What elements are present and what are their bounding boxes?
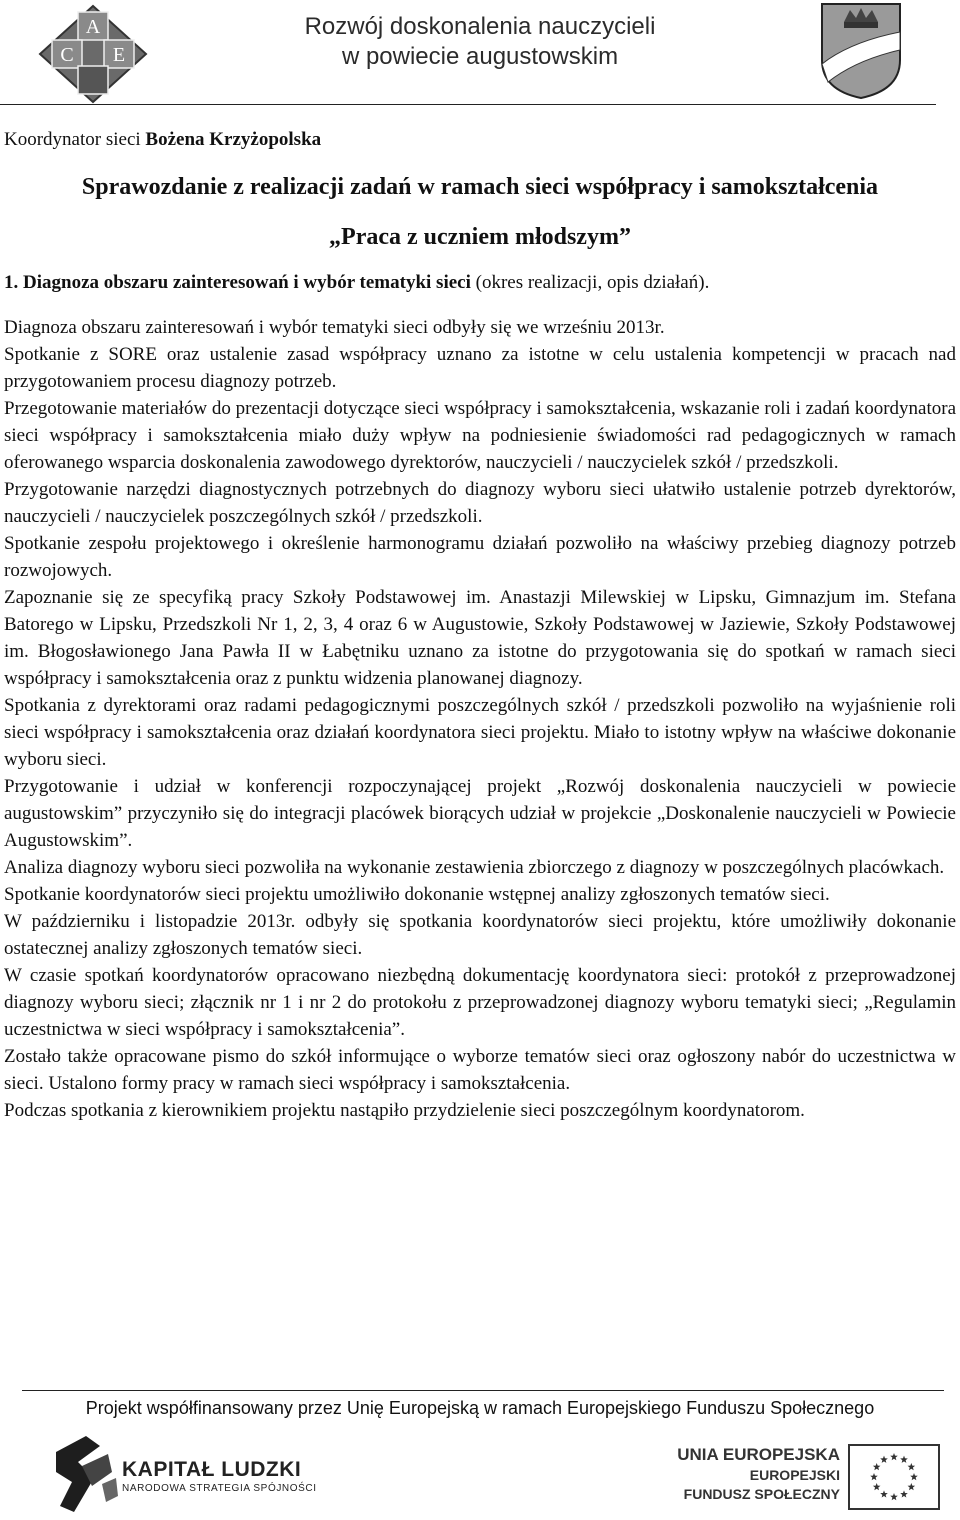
paragraph: Zostało także opracowane pismo do szkół informujące o wyborze tematów sieci oraz ogłoszony nabór do uczestnictwa w sieci. Ustalono formy pracy w ramach sieci współpracy i samokształcenia.: [4, 1046, 956, 1094]
project-title: [240, 12, 720, 72]
project-title-line1: Rozwój doskonalenia nauczycieli: [304, 13, 656, 40]
logo-letter-a: A: [85, 16, 101, 38]
paragraph: Przygotowanie i udział w konferencji rozpoczynającej projekt „Rozwój doskonalenia nauczycieli w powiecie augustowskim” przyczyniło się do integracji placówek biorących udział w projekcie „Doskonalenie nauczycieli w Powiecie Augustowskim”.: [4, 776, 956, 851]
paragraph: Diagnoza obszaru zainteresowań i wybór tematyki sieci odbyły się we wrześniu 2013r.: [4, 317, 665, 338]
cae-logo-icon: [38, 4, 148, 104]
coat-of-arms-icon: [820, 2, 902, 100]
eu-line3: FUNDUSZ SPOŁECZNY: [683, 1486, 840, 1502]
section-heading-note: (okres realizacji, opis działań).: [470, 272, 710, 293]
kapital-ludzki-title: KAPITAŁ LUDZKI: [122, 1458, 302, 1481]
report-paragraphs: [4, 314, 956, 1124]
kapital-ludzki-text: [122, 1458, 317, 1496]
paragraph: Spotkania z dyrektorami oraz radami pedagogicznymi poszczególnych szkół / przedszkoli pozwoliło na wyjaśnienie roli sieci współpracy i samokształcenia oraz działań koordynatora sieci projektu. Miało to istotny wpływ na właściwe dokonanie wyboru sieci.: [4, 695, 956, 770]
report-subtitle: „Praca z uczniem młodszym”: [329, 224, 631, 250]
eu-flag-icon: [848, 1444, 940, 1510]
eu-line1: UNIA EUROPEJSKA: [677, 1445, 840, 1464]
eu-line2: EUROPEJSKI: [749, 1467, 840, 1483]
document-body: [4, 128, 956, 1124]
paragraph: Przygotowanie narzędzi diagnostycznych potrzebnych do diagnozy wyboru sieci ułatwiło ustalenie potrzeb dyrektorów, nauczycieli / nauczycielek poszczególnych szkół / przedszkoli.: [4, 479, 956, 527]
eu-fund-text: [640, 1444, 840, 1504]
cofinance-statement: Projekt współfinansowany przez Unię Europejską w ramach Europejskiego Funduszu Społecznego: [85, 1398, 875, 1418]
paragraph: Podczas spotkania z kierownikiem projektu nastąpiło przydzielenie sieci poszczególnym koordynatorom.: [4, 1100, 805, 1121]
coordinator-name: Bożena Krzyżopolska: [145, 129, 322, 150]
header-divider: [0, 104, 936, 105]
page-header: [0, 0, 960, 110]
footer-divider: [22, 1390, 944, 1391]
logo-letter-c: C: [60, 44, 74, 66]
section-heading: [4, 270, 956, 296]
paragraph: Spotkanie z SORE oraz ustalenie zasad współpracy uznano za istotne w celu ustalenia kompetencji w pracach nad przygotowaniem procesu diagnozy potrzeb.: [4, 344, 956, 392]
coordinator-line: [4, 128, 956, 152]
coordinator-label: Koordynator sieci: [4, 129, 146, 150]
paragraph: Spotkanie koordynatorów sieci projektu umożliwiło dokonanie wstępnej analizy zgłoszonych tematów sieci.: [4, 884, 830, 905]
paragraph: W październiku i listopadzie 2013r. odbyły się spotkania koordynatorów sieci projektu, które umożliwiły dokonanie ostatecznej analizy zgłoszonych tematów sieci.: [4, 911, 956, 959]
logo-letter-e: E: [112, 44, 126, 66]
kapital-ludzki-subtitle: NARODOWA STRATEGIA SPÓJNOŚCI: [122, 1483, 317, 1494]
report-title: Sprawozdanie z realizacji zadań w ramach sieci współpracy i samokształcenia: [81, 174, 879, 200]
paragraph: Przegotowanie materiałów do prezentacji dotyczące sieci współpracy i samokształcenia, wskazanie roli i zadań koordynatora sieci współpracy i samokształcenia miało duży wpływ na podniesienie świadomości rad pedagogicznych w ramach oferowanego wsparcia doskonalenia zawodowego dyrektorów, nauczycieli / nauczycielek szkół / przedszkoli.: [4, 398, 956, 473]
section-heading-bold: 1. Diagnoza obszaru zainteresowań i wybór tematyki sieci: [4, 272, 471, 293]
paragraph: Zapoznanie się ze specyfiką pracy Szkoły Podstawowej im. Anastazji Milewskiej w Lipsku, Gimnazjum im. Stefana Batorego w Lipsku, Przedszkoli Nr 1, 2, 3, 4 oraz 6 w Augustowie, Szkoły Podstawowej w Jaziewie, Szkoły Podstawowej im. Błogosławionego Jana Pawła II w Łabętniku uznano za istotne do przygotowania się do spotkań w ramach sieci współpracy i samokształcenia oraz z punktu widzenia planowanej diagnozy.: [4, 587, 956, 689]
project-title-line2: w powiecie augustowskim: [341, 43, 619, 70]
paragraph: Analiza diagnozy wyboru sieci pozwoliła na wykonanie zestawienia zbiorczego z diagnozy w poszczególnych placówkach.: [4, 857, 945, 878]
paragraph: W czasie spotkań koordynatorów opracowano niezbędną dokumentację koordynatora sieci: protokół z przeprowadzonej diagnozy wyboru sieci; złącznik nr 1 i nr 2 do protokołu z przeprowadzonej diagnozy wyboru tematyki sieci; „Regulamin uczestnictwa w sieci współpracy i samokształcenia”.: [4, 965, 956, 1040]
paragraph: Spotkanie zespołu projektowego i określenie harmonogramu działań pozwoliło na właściwy przebieg diagnozy potrzeb rozwojowych.: [4, 533, 956, 581]
